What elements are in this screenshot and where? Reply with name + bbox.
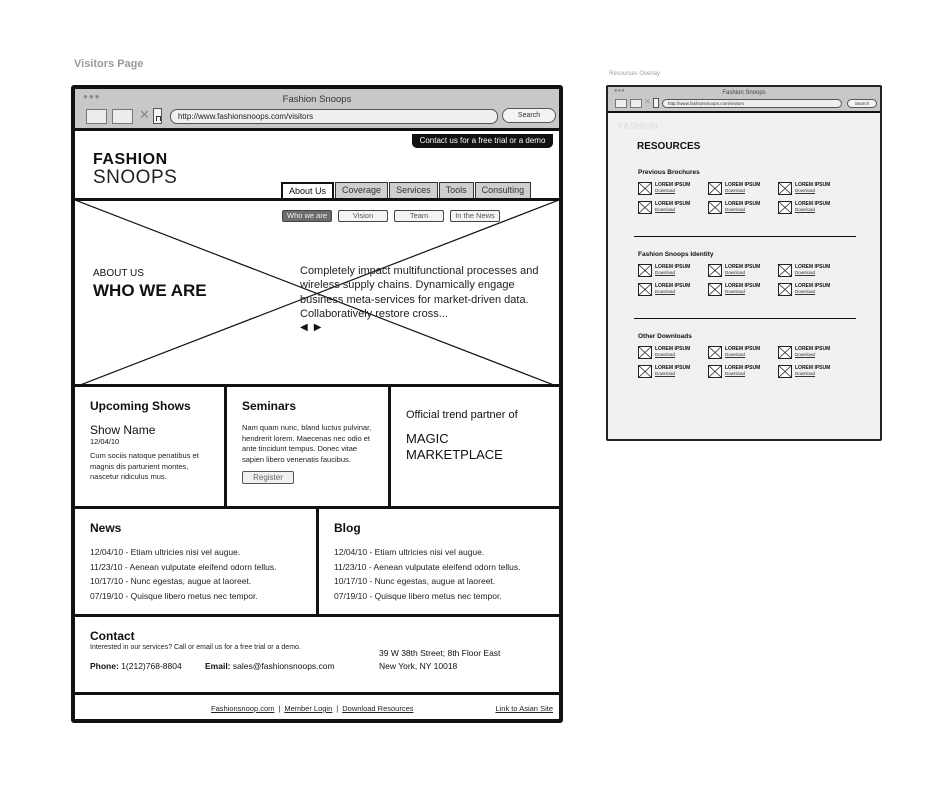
search-button[interactable]: Search	[502, 108, 556, 123]
download-link[interactable]: Download	[725, 207, 746, 212]
logo-snoops: SNOOPS	[93, 167, 178, 188]
resource-grid	[638, 182, 860, 214]
resource-item	[778, 182, 848, 195]
resource-item-text	[725, 365, 760, 377]
email-value[interactable]: sales@fashionsnoops.com	[232, 661, 335, 671]
resource-title: LOREM IPSUM	[655, 365, 691, 371]
subnav-who-we-are[interactable]: Who we are	[282, 210, 332, 222]
blog-item[interactable]: 10/17/10 - Nunc egestas, augue at laoreet.	[334, 576, 496, 586]
image-placeholder-icon	[638, 182, 652, 195]
download-link[interactable]: Download	[725, 289, 746, 294]
forward-button[interactable]	[112, 109, 133, 124]
partner-name-line2: MARKETPLACE	[406, 447, 503, 462]
page-label: Visitors Page	[74, 58, 144, 70]
resource-title: LOREM IPSUM	[795, 264, 831, 270]
footer-link-member-login[interactable]: Member Login	[284, 704, 333, 713]
footer-separator: |	[278, 704, 281, 713]
resource-item-text	[655, 365, 690, 377]
resource-item	[708, 283, 778, 296]
resource-item	[778, 346, 848, 359]
news-blog-row	[75, 509, 559, 617]
blog-item[interactable]: 12/04/10 - Etiam ultricies nisi vel augue.	[334, 547, 485, 557]
image-placeholder-icon	[708, 283, 722, 296]
resource-item-text	[725, 201, 760, 213]
hero-section	[75, 200, 559, 387]
resource-title: LOREM IPSUM	[655, 201, 691, 207]
overlay-window-dots-icon: ●●●	[614, 88, 625, 94]
hero-body: Completely impact multifunctional processes and wireless supply chains. Dynamically engage business meta-services for market-driven data. Collaboratively restore cross...	[300, 265, 539, 320]
news-item[interactable]: 10/17/10 - Nunc egestas, augue at laoreet.	[90, 576, 252, 586]
url-input[interactable]: http://www.fashionsnoops.com/visitors	[170, 109, 498, 124]
resource-item-text	[795, 365, 830, 377]
resource-item-text	[795, 283, 830, 295]
resource-item-text	[655, 346, 690, 358]
image-placeholder-icon	[778, 283, 792, 296]
arrow-right-icon[interactable]: ▶	[313, 322, 328, 333]
resource-title: LOREM IPSUM	[795, 365, 831, 371]
contact-cta-button[interactable]: Contact us for a free trial or a demo	[412, 134, 553, 148]
image-placeholder-icon	[708, 264, 722, 277]
seminars-description: Nam quam nunc, bland luctus pulvinar, hendrerit lorem. Maecenas nec odio et ante tincidunt tempus. Donec vitae sapien libero venenatis faucibus.	[242, 423, 372, 464]
resource-title: LOREM IPSUM	[725, 283, 761, 289]
resource-item-text	[795, 264, 830, 276]
arrow-left-icon[interactable]: ◀	[300, 322, 314, 333]
image-placeholder-icon	[708, 201, 722, 214]
partner-name-line1: MAGIC	[406, 431, 449, 446]
contact-phone	[90, 661, 182, 671]
resource-item-text	[795, 346, 830, 358]
download-link[interactable]: Download	[725, 352, 746, 357]
download-link[interactable]: Download	[655, 371, 676, 376]
resource-title: LOREM IPSUM	[795, 346, 831, 352]
footer-link-asian-site[interactable]: Link to Asian Site	[495, 704, 553, 713]
contact-address	[379, 647, 500, 673]
resource-title: LOREM IPSUM	[655, 283, 691, 289]
register-button[interactable]: Register	[242, 471, 294, 484]
footer-links	[211, 704, 414, 713]
footer-separator: |	[336, 704, 339, 713]
browser-chrome	[75, 89, 559, 131]
overlay-browser-chrome	[608, 87, 880, 113]
image-placeholder-icon	[638, 365, 652, 378]
address-line1: 39 W 38th Street; 8th Floor East	[379, 648, 501, 658]
section-divider	[634, 236, 856, 237]
section-divider	[634, 318, 856, 319]
contact-section	[75, 617, 559, 695]
overlay-back-button[interactable]	[615, 99, 627, 108]
resource-item	[778, 365, 848, 378]
resources-title: RESOURCES	[637, 141, 701, 152]
resource-item	[638, 365, 708, 378]
download-link[interactable]: Download	[795, 352, 816, 357]
phone-label: Phone:	[90, 661, 119, 671]
logo-fashion: FASHION	[93, 151, 168, 168]
resource-item	[708, 182, 778, 195]
resource-title: LOREM IPSUM	[725, 182, 761, 188]
download-link[interactable]: Download	[725, 371, 746, 376]
show-date: 12/04/10	[90, 437, 120, 446]
back-button[interactable]	[86, 109, 107, 124]
image-placeholder-icon	[638, 201, 652, 214]
upcoming-shows-panel	[75, 387, 227, 506]
download-link[interactable]: Download	[655, 352, 676, 357]
resource-item	[708, 264, 778, 277]
resource-item	[638, 283, 708, 296]
image-placeholder-icon	[708, 182, 722, 195]
image-placeholder-icon	[778, 182, 792, 195]
resource-item	[708, 346, 778, 359]
overlay-forward-button[interactable]	[630, 99, 642, 108]
subnav-in-the-news[interactable]: In the News	[450, 210, 500, 222]
show-name[interactable]: Show Name	[90, 423, 156, 437]
blog-panel	[319, 509, 559, 614]
resource-item	[708, 201, 778, 214]
resource-item	[708, 365, 778, 378]
news-heading: News	[90, 521, 122, 535]
download-link[interactable]: Download	[655, 207, 676, 212]
email-label: Email:	[205, 661, 231, 671]
news-panel	[75, 509, 319, 614]
overlay-ghost-logo: FASHION	[618, 121, 659, 131]
resource-grid	[638, 264, 860, 296]
hero-heading: WHO WE ARE	[93, 281, 207, 300]
contact-email	[205, 661, 335, 671]
overlay-label: Resources Overlay	[609, 71, 661, 77]
resource-item-text	[795, 182, 830, 194]
seminars-heading: Seminars	[242, 399, 297, 413]
resource-item-text	[795, 201, 830, 213]
overlay-home-icon[interactable]	[653, 98, 659, 108]
main-tabs	[281, 182, 532, 199]
resource-section-heading: Other Downloads	[638, 333, 692, 340]
news-item[interactable]: 07/19/10 - Quisque libero metus nec tempor.	[90, 590, 258, 601]
resource-item	[778, 201, 848, 214]
resource-section	[638, 251, 860, 296]
overlay-search-button[interactable]: Search	[847, 99, 877, 108]
partner-lead: Official trend partner of	[406, 409, 518, 421]
address-line2: New York, NY 10018	[379, 661, 458, 671]
features-row	[75, 387, 559, 509]
image-placeholder-icon	[638, 346, 652, 359]
tab-consulting[interactable]: Consulting	[475, 182, 532, 198]
stop-icon[interactable]: ✕	[139, 107, 150, 122]
resource-item	[638, 264, 708, 277]
download-link[interactable]: Download	[725, 270, 746, 275]
footer-link-download-resources[interactable]: Download Resources	[342, 704, 414, 713]
news-item[interactable]: 11/23/10 - Aenean vulputate eleifend odorn tellus.	[90, 561, 277, 572]
resources-overlay-window	[606, 85, 882, 441]
resource-item-text	[655, 182, 690, 194]
resource-title: LOREM IPSUM	[655, 182, 691, 188]
phone-value: 1(212)768-8804	[121, 661, 182, 671]
footer-link-fashionsnoop[interactable]: Fashionsnoop.com	[211, 704, 275, 713]
resource-item-text	[725, 182, 760, 194]
overlay-stop-icon[interactable]: ✕	[644, 97, 651, 106]
hero-eyebrow: ABOUT US	[93, 268, 144, 279]
download-link[interactable]: Download	[795, 371, 816, 376]
resource-item-text	[655, 264, 690, 276]
carousel-controls	[300, 322, 327, 333]
resource-title: LOREM IPSUM	[655, 264, 691, 270]
window-dots-icon: ●●●	[83, 92, 101, 101]
blog-heading: Blog	[334, 521, 361, 535]
resource-item	[638, 346, 708, 359]
resource-section	[638, 169, 860, 214]
download-link[interactable]: Download	[655, 188, 676, 193]
blog-item[interactable]: 11/23/10 - Aenean vulputate eleifend odorn tellus.	[334, 561, 521, 572]
resource-item	[638, 182, 708, 195]
download-link[interactable]: Download	[795, 270, 816, 275]
resource-title: LOREM IPSUM	[725, 264, 761, 270]
resource-item-text	[725, 346, 760, 358]
image-placeholder-icon	[638, 283, 652, 296]
subnav-vision[interactable]: Vision	[338, 210, 388, 222]
contact-heading: Contact	[90, 629, 135, 643]
tab-tools[interactable]: Tools	[439, 182, 474, 198]
image-placeholder-icon	[708, 365, 722, 378]
browser-window	[71, 85, 563, 723]
upcoming-shows-heading: Upcoming Shows	[90, 399, 191, 413]
resource-item-text	[655, 201, 690, 213]
news-item[interactable]: 12/04/10 - Etiam ultricies nisi vel augue.	[90, 547, 241, 557]
download-link[interactable]: Download	[795, 207, 816, 212]
tab-about-us[interactable]: About Us	[281, 182, 334, 199]
overlay-url-input[interactable]: http://www.fashionsnoops.com/visitors	[662, 99, 842, 108]
footer	[75, 698, 559, 720]
blog-item[interactable]: 07/19/10 - Quisque libero metus nec tempor.	[334, 590, 502, 601]
resource-section-heading: Previous Brochures	[638, 169, 700, 176]
resource-title: LOREM IPSUM	[725, 346, 761, 352]
sub-navigation	[282, 210, 500, 222]
image-placeholder-icon	[708, 346, 722, 359]
resource-item-text	[725, 283, 760, 295]
download-link[interactable]: Download	[795, 188, 816, 193]
window-title: Fashion Snoops	[282, 94, 352, 105]
image-placeholder-icon	[778, 201, 792, 214]
resource-section	[638, 333, 860, 378]
resource-title: LOREM IPSUM	[725, 365, 761, 371]
resource-item-text	[655, 283, 690, 295]
resource-item	[778, 264, 848, 277]
resource-title: LOREM IPSUM	[655, 346, 691, 352]
resource-section-heading: Fashion Snoops Identity	[638, 251, 714, 258]
partner-panel	[391, 387, 559, 506]
download-link[interactable]: Download	[655, 270, 676, 275]
subnav-team[interactable]: Team	[394, 210, 444, 222]
download-link[interactable]: Download	[655, 289, 676, 294]
resource-title: LOREM IPSUM	[795, 283, 831, 289]
tab-services[interactable]: Services	[389, 182, 438, 198]
resource-item	[638, 201, 708, 214]
show-description: Cum sociis natoque penatibus et magnis dis parturient montes, nascetur ridiculus mus.	[90, 451, 199, 481]
image-placeholder-icon	[778, 365, 792, 378]
tab-coverage[interactable]: Coverage	[335, 182, 388, 198]
resource-title: LOREM IPSUM	[795, 182, 831, 188]
overlay-window-title: Fashion Snoops	[722, 90, 766, 96]
seminars-panel	[227, 387, 391, 506]
resource-item-text	[725, 264, 760, 276]
resource-grid	[638, 346, 860, 378]
resource-title: LOREM IPSUM	[725, 201, 761, 207]
home-icon[interactable]	[153, 108, 162, 124]
download-link[interactable]: Download	[795, 289, 816, 294]
image-placeholder-icon	[778, 264, 792, 277]
image-placeholder-icon	[638, 264, 652, 277]
image-placeholder-icon	[778, 346, 792, 359]
resource-item	[778, 283, 848, 296]
contact-subtext: Interested in our services? Call or email us for a free trial or a demo.	[90, 644, 301, 651]
resource-title: LOREM IPSUM	[795, 201, 831, 207]
download-link[interactable]: Download	[725, 188, 746, 193]
